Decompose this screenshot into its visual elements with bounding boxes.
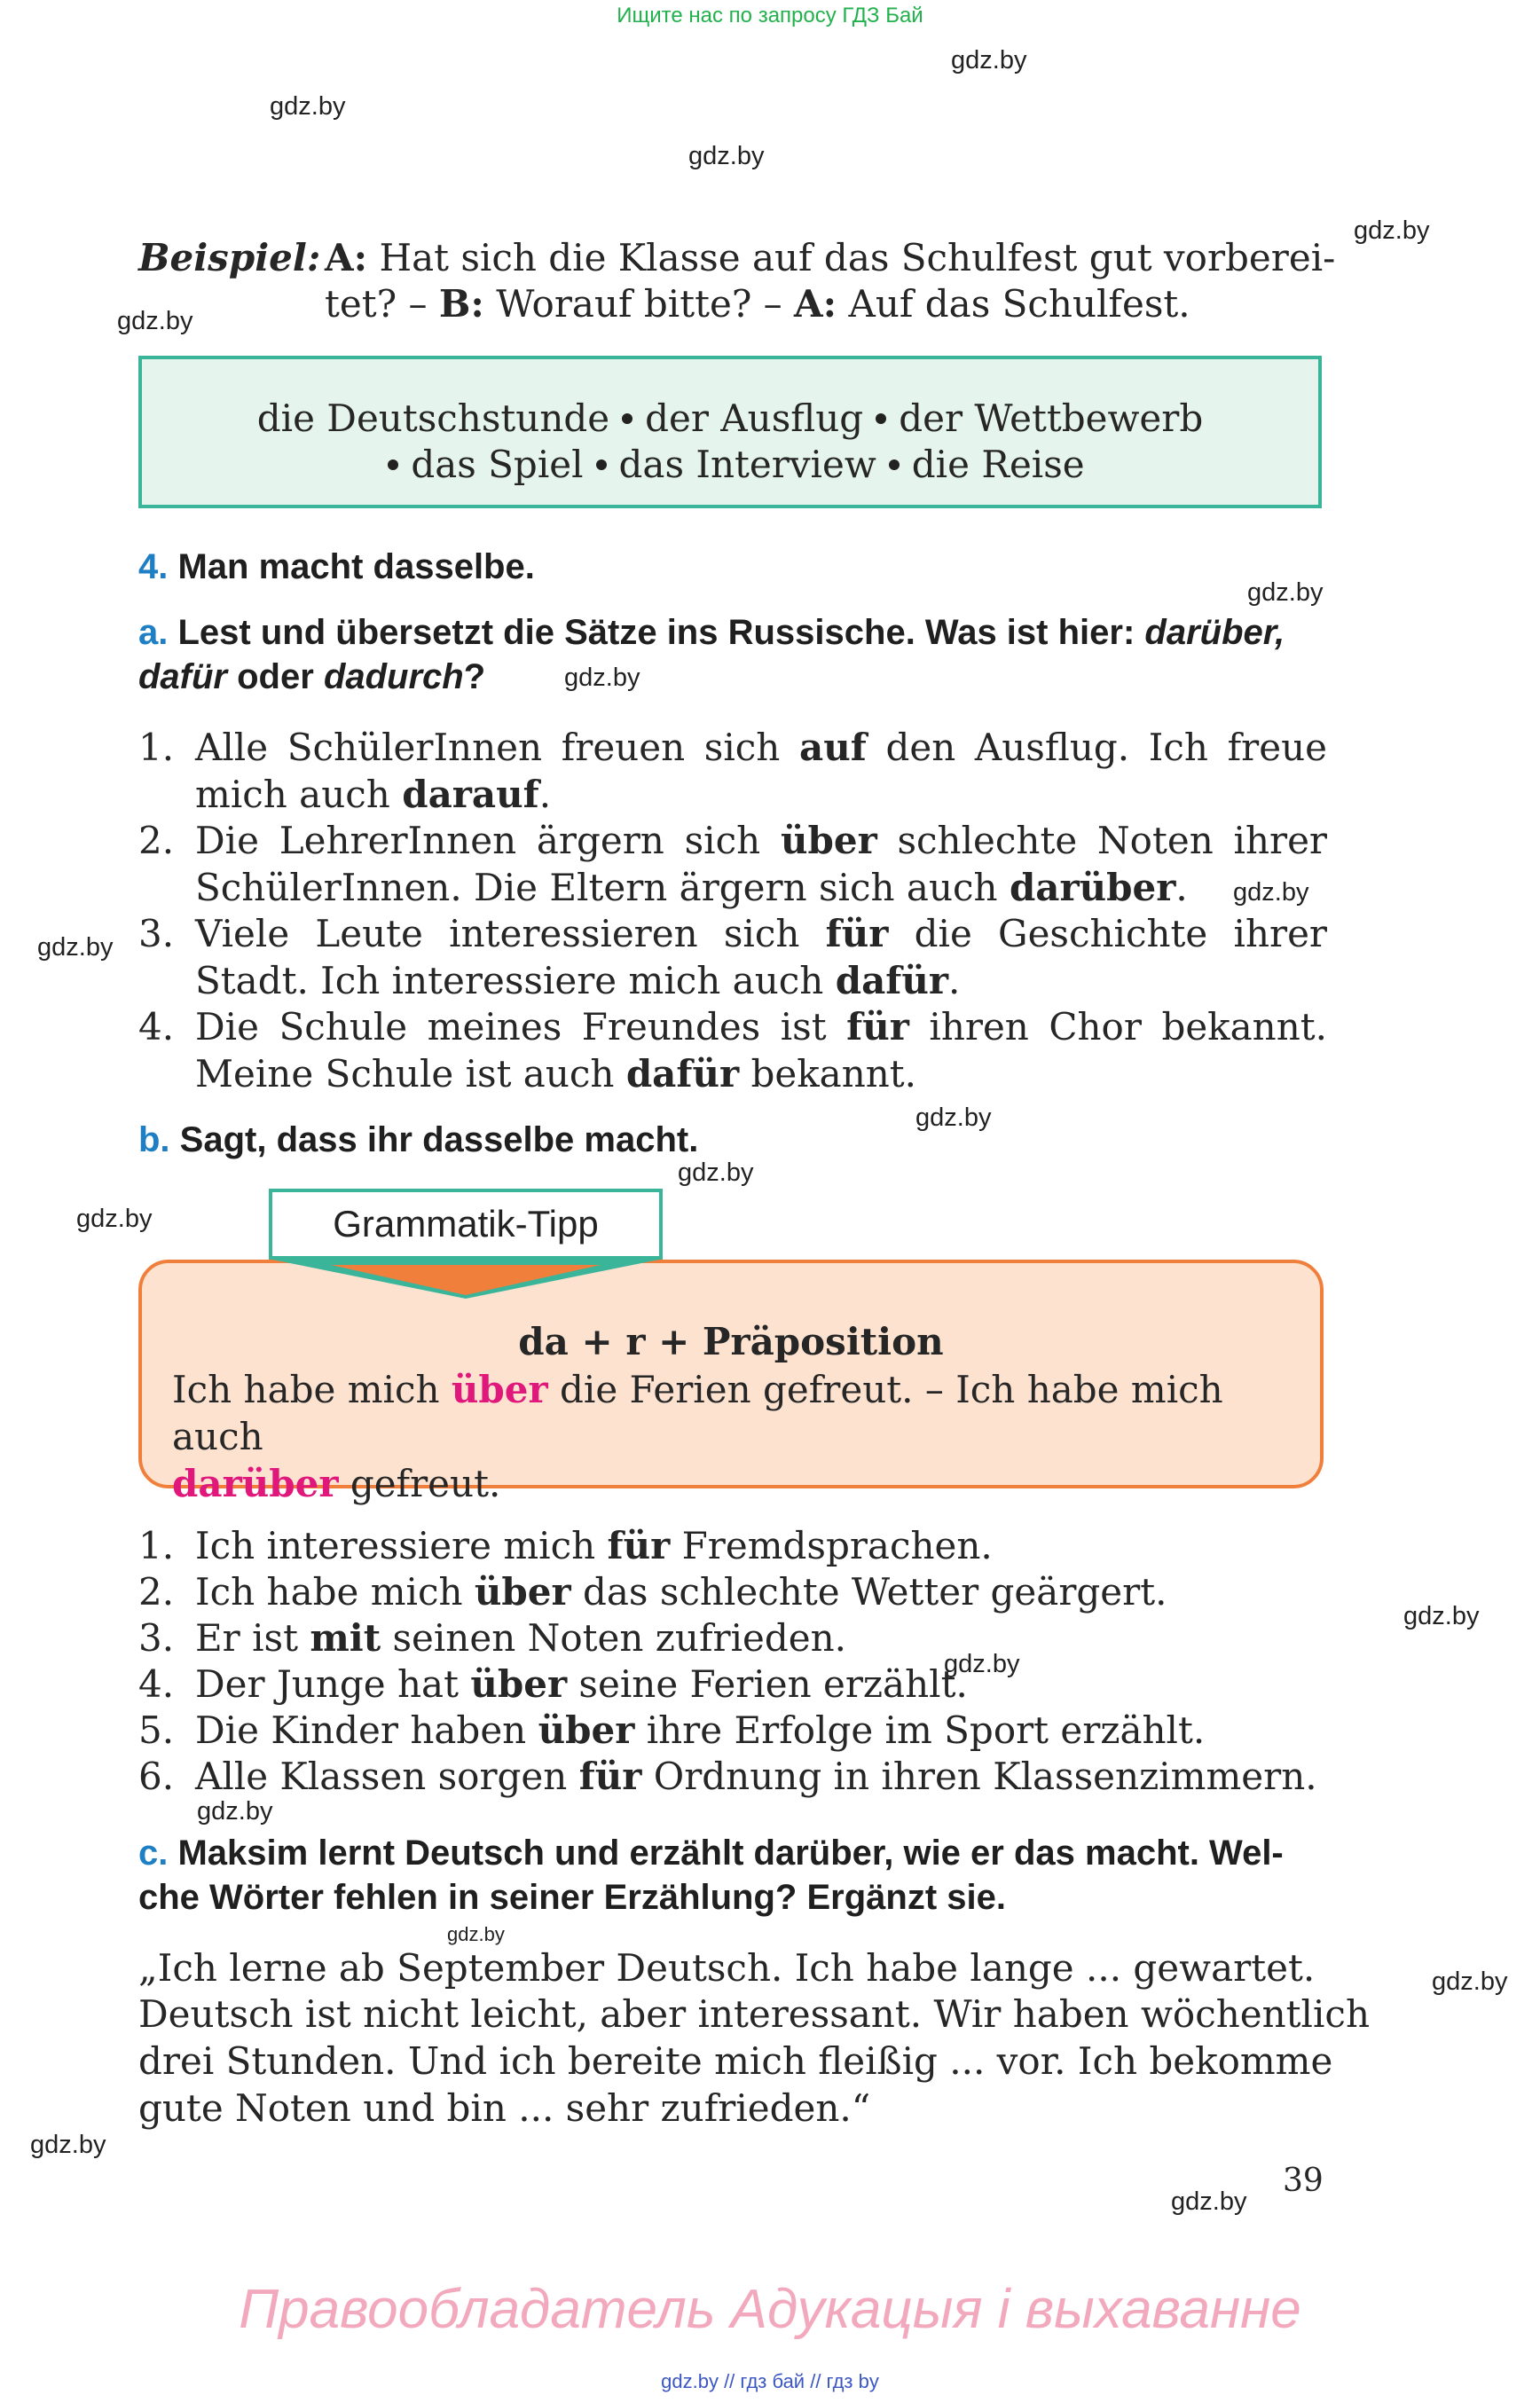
task-a	[138, 610, 1327, 699]
task-c	[138, 1831, 1327, 1920]
tip-arrow-icon	[269, 1256, 663, 1300]
task-c-text-2: che Wörter fehlen in seiner Erzählung? Ergänzt sie.	[138, 1878, 1006, 1917]
list-item: 2. Die LehrerInnen ärgern sich über schlechte Noten ihrer SchülerInnen. Die Eltern ärgern sich auch darüber.	[138, 819, 1327, 909]
vocab-word: das Spiel	[411, 443, 584, 486]
item-number: 3.	[138, 1616, 175, 1660]
keyword: dadurch	[323, 657, 464, 696]
story-line: gute Noten und bin ... sehr zufrieden.“	[138, 2086, 871, 2130]
vocab-line-1	[142, 397, 1318, 440]
task-b-text: Sagt, dass ihr dasselbe macht.	[179, 1120, 699, 1159]
beispiel-line-2	[325, 280, 1190, 327]
tip-title: Grammatik-Tipp	[269, 1189, 663, 1260]
watermark: gdz.by	[1403, 1602, 1480, 1630]
story-line: „Ich lerne ab September Deutsch. Ich habe lange ... gewartet.	[138, 1946, 1316, 1990]
beispiel-line-1	[325, 234, 1335, 281]
watermark: gdz.by	[944, 1650, 1020, 1678]
speaker-a: A:	[325, 236, 368, 279]
vocab-line-2	[142, 443, 1318, 486]
watermark: gdz.by	[915, 1103, 992, 1132]
item-number: 1.	[138, 1524, 175, 1567]
vocab-word: der Wettbewerb	[899, 397, 1204, 440]
exercise-title: Man macht dasselbe.	[177, 547, 535, 586]
vocab-word: der Ausflug	[645, 397, 864, 440]
top-banner: Ищите нас по запросу ГДЗ Бай	[617, 4, 923, 27]
highlight: darüber	[172, 1462, 339, 1505]
highlight: über	[451, 1368, 548, 1411]
item-number: 2.	[138, 1570, 175, 1614]
list-item: 3. Viele Leute interessieren sich für die Geschichte ihrer Stadt. Ich interessiere mich auch dafür.	[138, 912, 1327, 1002]
page-number: 39	[1283, 2163, 1324, 2199]
item-number: 5.	[138, 1708, 175, 1752]
bullet-icon	[622, 413, 632, 424]
keyword: darüber,	[1144, 613, 1285, 652]
list-item: 1. Ich interessiere mich für Fremdsprachen.	[138, 1524, 993, 1567]
beispiel-a2-text: Auf das Schulfest.	[848, 282, 1190, 326]
watermark: gdz.by	[951, 46, 1027, 75]
item-number: 4.	[138, 1662, 175, 1706]
keyword: dafür	[138, 657, 227, 696]
task-a-mid: oder	[237, 657, 314, 696]
watermark: gdz.by	[688, 142, 765, 170]
watermark: gdz.by	[76, 1205, 153, 1233]
vocab-word: die Reise	[911, 443, 1085, 486]
watermark: gdz.by	[447, 1923, 505, 1945]
tip-example: Ich habe mich über die Ferien gefreut. – Ich habe mich auch darüber gefreut.	[172, 1368, 1223, 1505]
story-line: Deutsch ist nicht leicht, aber interessant. Wir haben wöchentlich	[138, 1992, 1370, 2036]
vocab-box	[138, 356, 1322, 508]
copyright-notice: Правообладатель Адукацыя і выхаванне	[239, 2279, 1301, 2340]
vocab-word: die Deutschstunde	[256, 397, 610, 440]
beispiel-a-text-cont: tet? –	[325, 282, 428, 326]
watermark: gdz.by	[37, 933, 114, 962]
list-item: 6. Alle Klassen sorgen für Ordnung in ihren Klassenzimmern.	[138, 1755, 1317, 1798]
speaker-a-2: A:	[794, 282, 837, 326]
watermark: gdz.by	[1354, 216, 1430, 245]
watermark: gdz.by	[270, 92, 346, 121]
exercise-heading	[138, 545, 535, 589]
item-number: 1.	[138, 726, 175, 769]
item-number: 3.	[138, 912, 175, 955]
exercise-number: 4.	[138, 547, 169, 586]
bullet-icon	[889, 459, 900, 470]
watermark: gdz.by	[564, 664, 640, 692]
task-letter: c.	[138, 1834, 169, 1873]
beispiel-b-text: Worauf bitte? –	[496, 282, 782, 326]
list-item: 2. Ich habe mich über das schlechte Wetter geärgert.	[138, 1570, 1167, 1614]
task-a-text: Lest und übersetzt die Sätze ins Russische. Was ist hier:	[177, 613, 1135, 652]
bottom-links: gdz.by // гдз бай // гдз by	[661, 2370, 879, 2392]
task-a-end: ?	[463, 657, 486, 696]
list-item: 1. Alle SchülerInnen freuen sich auf den Ausflug. Ich freue mich auch darauf.	[138, 726, 1327, 816]
vocab-word: das Interview	[618, 443, 876, 486]
list-item: 5. Die Kinder haben über ihre Erfolge im Sport erzählt.	[138, 1708, 1206, 1752]
bullet-icon	[388, 459, 398, 470]
bullet-icon	[876, 413, 886, 424]
watermark: gdz.by	[678, 1158, 754, 1187]
watermark: gdz.by	[1432, 1967, 1508, 1996]
watermark: gdz.by	[117, 307, 193, 335]
watermark: gdz.by	[1171, 2187, 1247, 2216]
beispiel-a-text: Hat sich die Klasse auf das Schulfest gut vorberei-	[379, 236, 1336, 279]
beispiel-label: Beispiel:	[138, 236, 321, 279]
watermark: gdz.by	[197, 1797, 273, 1826]
story-line: drei Stunden. Und ich bereite mich fleißig ... vor. Ich bekomme	[138, 2039, 1333, 2083]
item-number: 2.	[138, 819, 175, 862]
task-b	[138, 1118, 698, 1162]
list-item: 3. Er ist mit seinen Noten zufrieden.	[138, 1616, 847, 1660]
watermark: gdz.by	[1233, 878, 1309, 907]
watermark: gdz.by	[30, 2131, 106, 2159]
tip-formula: da + r + Präposition	[518, 1320, 944, 1363]
item-number: 6.	[138, 1755, 175, 1798]
task-c-text: Maksim lernt Deutsch und erzählt darüber, wie er das macht. Wel-	[177, 1834, 1284, 1873]
task-letter: a.	[138, 613, 169, 652]
speaker-b: B:	[438, 282, 484, 326]
task-letter: b.	[138, 1120, 170, 1159]
bullet-icon	[596, 459, 607, 470]
list-item: 4. Der Junge hat über seine Ferien erzählt.	[138, 1662, 968, 1706]
watermark: gdz.by	[1247, 578, 1324, 607]
list-item: 4. Die Schule meines Freundes ist für ihren Chor bekannt. Meine Schule ist auch dafür bekannt.	[138, 1005, 1327, 1095]
item-number: 4.	[138, 1005, 175, 1048]
